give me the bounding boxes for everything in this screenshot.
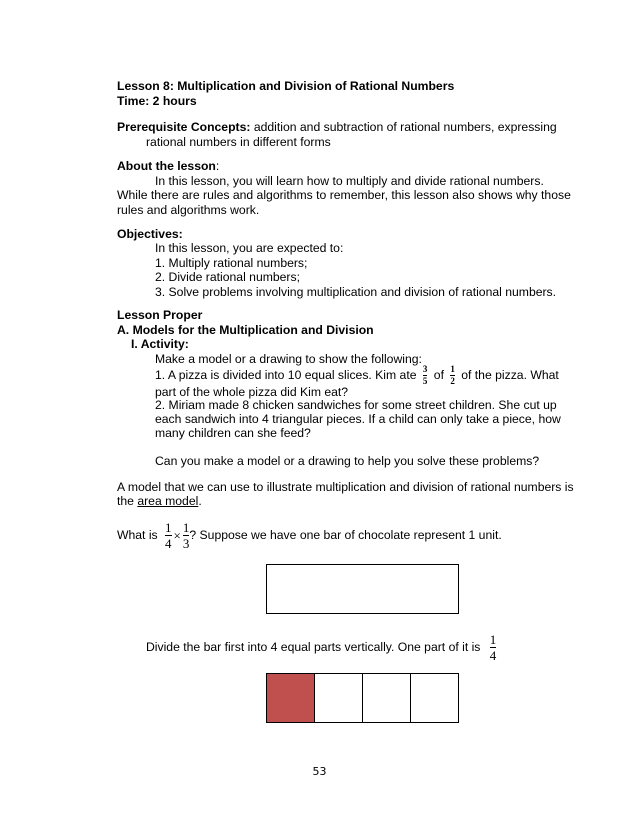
about-line2: While there are rules and algorithms to remember, this lesson also shows why those bbox=[117, 188, 571, 202]
divide-instruction bbox=[146, 630, 496, 664]
fraction-one-fourth-part bbox=[490, 633, 497, 662]
problem-1-text-b: of the pizza. What bbox=[461, 368, 559, 382]
prerequisite-label: Prerequisite Concepts: bbox=[117, 120, 251, 134]
fraction-denominator: 3 bbox=[182, 536, 190, 552]
fraction-denominator: 4 bbox=[165, 536, 172, 552]
divide-text: Divide the bar first into 4 equal parts vertically. One part of it is bbox=[146, 640, 481, 654]
fraction-denominator: 5 bbox=[422, 376, 428, 387]
fraction-numerator: 1 bbox=[165, 520, 172, 536]
fraction-denominator: 2 bbox=[450, 376, 455, 387]
fraction-numerator: 1 bbox=[489, 632, 497, 648]
what-is-question bbox=[117, 518, 502, 553]
activity-heading: I. Activity: bbox=[131, 337, 189, 351]
prerequisite-text1: addition and subtraction of rational numbers, expressing bbox=[253, 120, 557, 134]
about-label: About the lesson bbox=[117, 159, 216, 173]
objectives-label: Objectives: bbox=[117, 227, 183, 241]
what-is-label: What is bbox=[117, 528, 158, 542]
times-symbol: × bbox=[173, 527, 181, 543]
model-line2-post: . bbox=[198, 494, 202, 508]
objective-item-3: 3. Solve problems involving multiplication and division of rational numbers. bbox=[155, 285, 557, 299]
lesson-time: Time: 2 hours bbox=[117, 94, 197, 108]
bar-part-shaded bbox=[267, 674, 315, 722]
chocolate-bar-whole bbox=[266, 564, 459, 614]
prerequisite-line2: rational numbers in different forms bbox=[146, 135, 331, 149]
model-line1: A model that we can use to illustrate multiplication and division of rational numbers is bbox=[117, 480, 574, 494]
problem-2-line3: many children can she feed? bbox=[155, 426, 311, 440]
bar-part bbox=[363, 674, 411, 722]
about-line1: In this lesson, you will learn how to multiply and divide rational numbers. bbox=[155, 174, 544, 188]
problem-1-line2: part of the whole pizza did Kim eat? bbox=[155, 385, 349, 399]
fraction-denominator: 4 bbox=[489, 648, 497, 664]
activity-instruction: Make a model or a drawing to show the following: bbox=[155, 352, 422, 366]
fraction-numerator: 3 bbox=[422, 364, 428, 375]
about-heading bbox=[117, 159, 219, 174]
problem-1-text: 1. A pizza is divided into 10 equal slices. Kim ate bbox=[155, 368, 417, 382]
fraction-numerator: 1 bbox=[182, 520, 190, 536]
suppose-text: ? Suppose we have one bar of chocolate represent 1 unit. bbox=[189, 528, 502, 542]
chocolate-bar-divided bbox=[266, 673, 459, 723]
problem-1-line1 bbox=[155, 364, 559, 386]
about-line3: rules and algorithms work. bbox=[117, 203, 260, 217]
bar-part bbox=[315, 674, 363, 722]
objectives-intro: In this lesson, you are expected to: bbox=[155, 241, 344, 255]
objective-item-2: 2. Divide rational numbers; bbox=[155, 270, 300, 284]
fraction-one-half bbox=[450, 365, 455, 386]
problem-2-line2: each sandwich into 4 triangular pieces. If a child can only take a piece, how bbox=[155, 412, 561, 426]
objective-item-1: 1. Multiply rational numbers; bbox=[155, 256, 308, 270]
lesson-proper-heading: Lesson Proper bbox=[117, 308, 203, 322]
page-number: 53 bbox=[312, 765, 327, 778]
problem-1-of: of bbox=[433, 368, 444, 382]
about-colon: : bbox=[215, 159, 220, 173]
activity-question: Can you make a model or a drawing to help you solve these problems? bbox=[155, 454, 540, 468]
lesson-title: Lesson 8: Multiplication and Division of Rational Numbers bbox=[117, 79, 455, 93]
prerequisite-line1 bbox=[117, 120, 557, 135]
model-line2-pre: the bbox=[117, 494, 138, 508]
fraction-numerator: 1 bbox=[450, 364, 455, 375]
fraction-three-fifths bbox=[423, 365, 428, 386]
model-line2 bbox=[117, 494, 202, 509]
fraction-one-fourth bbox=[165, 521, 172, 550]
area-model-term: area model bbox=[137, 494, 199, 508]
bar-part bbox=[411, 674, 458, 722]
section-a-heading: A. Models for the Multiplication and Division bbox=[117, 323, 374, 337]
problem-2-line1: 2. Miriam made 8 chicken sandwiches for some street children. She cut up bbox=[155, 398, 557, 412]
